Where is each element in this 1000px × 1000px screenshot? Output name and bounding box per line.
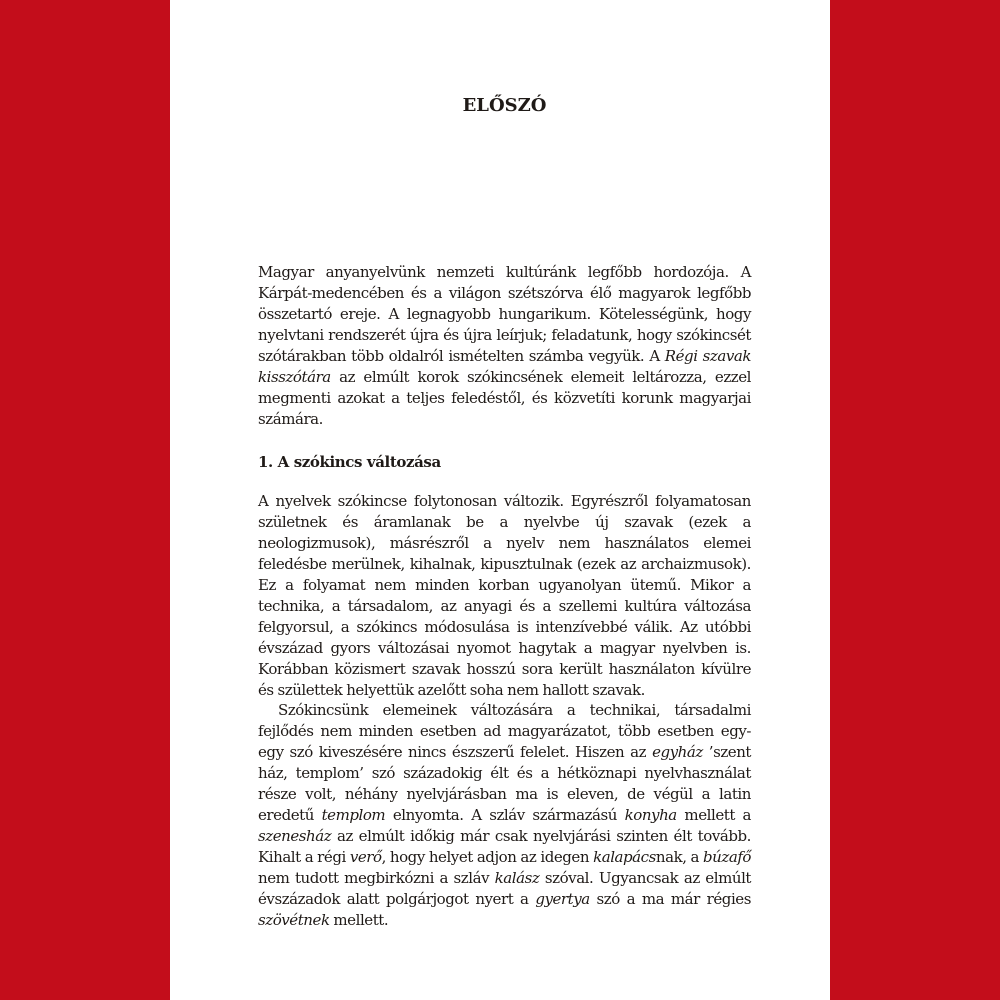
term-templom: templom	[321, 806, 386, 824]
section-paragraph-2	[258, 700, 751, 931]
paragraph-text: mellett.	[329, 911, 389, 929]
paragraph-text: szóval. Ugyancsak az elmúlt évszázadok alatt polgárjogot nyert a	[258, 869, 751, 908]
paragraph-text: mellett a	[676, 806, 752, 824]
term-kalasz: kalász	[494, 869, 540, 887]
term-szeneshaz: szenesház	[258, 827, 332, 845]
paragraph-text: elnyomta. A szláv származású	[385, 806, 625, 824]
paragraph-text: nem tudott megbirkózni a szláv	[258, 869, 495, 887]
intro-paragraph	[258, 262, 751, 430]
term-konyha: konyha	[624, 806, 677, 824]
paragraph-text: ’szent ház, templom’ szó századokig élt és a hétköznapi nyelvhasználat része volt, néhány nyelvjárásban ma is eleven, de végül a latin eredetű	[258, 743, 751, 824]
paragraph-text: Szókincsünk elemeinek változására a technikai, társadalmi fejlődés nem minden esetben ad magyarázatot, több esetben egy-egy szó kiveszésére nincs észszerű felelet. Hiszen az	[258, 701, 751, 761]
paragraph-text: , hogy helyet adjon az idegen	[381, 848, 594, 866]
section-paragraph-1: A nyelvek szókincse folytonosan változik. Egyrészről folyamatosan születnek és áramlanak be a nyelvbe új szavak (ezek a neologizmusok), másrészről a nyelv nem használatos elemei feledésbe merülnek, kihalnak, kipusztulnak (ezek az archaizmusok). Ez a folyamat nem minden korban ugyanolyan ütemű. Mikor a technika, a társadalom, az anyagi és a szellemi kultúra változása felgyorsul, a szókincs módosulása is intenzívebbé válik. Az utóbbi évszázad gyors változásai nyomot hagytak a magyar nyelvben is. Korábban közismert szavak hosszú sora került használaton kívülre és születtek helyettük azelőtt soha nem hallott szavak.	[258, 492, 751, 699]
intro-text-1: Magyar anyanyelvünk nemzeti kultúránk legfőbb hordozója. A Kárpát-medencében és a világon szétszórva élő magyarok legfőbb összetartó ereje. A legnagyobb hungarikum. Kötelességünk, hogy nyelvtani rendszerét újra és újra leírjuk; feladatunk, hogy szókincsét szótárakban több oldalról ismételten számba vegyük. A	[258, 263, 751, 365]
section-heading: 1. A szókincs változása	[258, 453, 441, 471]
book-title: Régi szavak kisszótára	[258, 347, 751, 386]
intro-text-2: az elmúlt korok szókincsének elemeit leltározza, ezzel megmenti azokat a teljes feledéstől, és közvetíti korunk magyarjai számára.	[258, 368, 751, 428]
term-szovetnek: szövétnek	[258, 911, 330, 929]
paragraph-text: szó a ma már régies	[589, 890, 751, 908]
term-egyhaz: egyház	[652, 743, 703, 761]
book-page	[170, 0, 830, 1000]
paragraph-text: az elmúlt időkig már csak nyelvjárási szinten élt tovább. Kihalt a régi	[258, 827, 751, 866]
page-title: ELŐSZÓ	[462, 95, 547, 116]
paragraph-text: nak, a	[655, 848, 704, 866]
term-vero: verő	[349, 848, 382, 866]
term-gyertya: gyertya	[535, 890, 590, 908]
term-buzafo: búzafő	[703, 848, 752, 866]
term-kalapacs: kalapács	[593, 848, 656, 866]
